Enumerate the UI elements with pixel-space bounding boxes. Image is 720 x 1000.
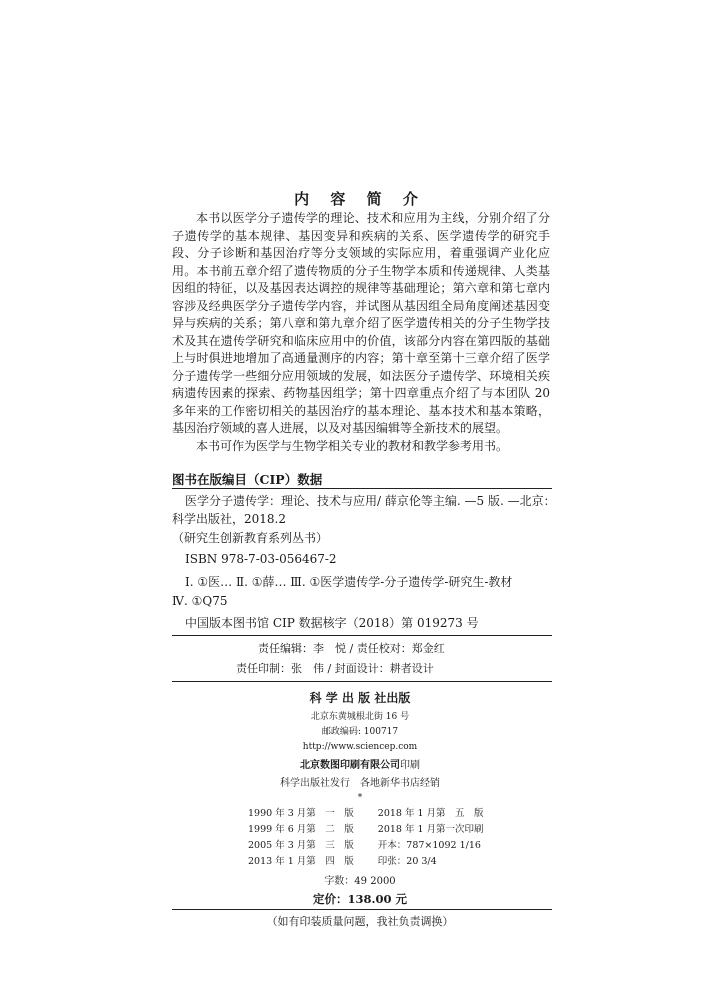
printer	[170, 758, 550, 774]
quality-notice: （如有印装质量问题，我社负责调换）	[266, 915, 454, 928]
credits-rule	[172, 681, 552, 682]
printer-suffix: 印刷	[400, 760, 420, 771]
edition-row	[248, 806, 490, 822]
edition-row	[248, 838, 490, 854]
edition-cell: 2018 年 1 月第一次印刷	[377, 824, 484, 835]
specs-rule	[172, 909, 552, 910]
cip-isbn: ISBN 978-7-03-056467-2	[185, 552, 337, 566]
credits-production: 责任印制：张 伟 / 封面设计：耕者设计	[236, 662, 434, 675]
cip-classification: Ⅳ. ①Q75	[172, 594, 228, 608]
cip-record-number: 中国版本图书馆 CIP 数据核字（2018）第 019273 号	[185, 616, 479, 630]
publisher-website: http://www.sciencep.com	[302, 742, 418, 752]
cip-top-rule	[172, 488, 552, 489]
credits-editors: 责任编辑：李 悦 / 责任校对：郑金红	[258, 642, 445, 655]
summary-heading: 内 容 简 介	[294, 190, 426, 208]
edition-cell: 2005 年 3 月第 三 版	[248, 840, 354, 851]
edition-cell: 1990 年 3 月第 一 版	[248, 808, 354, 819]
edition-row	[248, 822, 490, 838]
cip-series: （研究生创新教育系列丛书）	[172, 531, 329, 545]
publisher-postcode: 邮政编码: 100717	[321, 727, 399, 737]
edition-cell: 印张：20 3/4	[377, 856, 437, 867]
summary-text	[172, 210, 550, 455]
edition-cell: 1999 年 6 月第 二 版	[248, 824, 354, 835]
cip-heading: 图书在版编目（CIP）数据	[172, 472, 323, 487]
publisher-name-suffix: 出版	[386, 691, 411, 705]
edition-cell: 开本：787×1092 1/16	[377, 840, 481, 851]
summary-paragraph: 本书可作为医学与生物学相关专业的教材和教学参考用书。	[196, 438, 509, 453]
edition-row	[248, 854, 490, 870]
distribution: 科学出版社发行 各地新华书店经销	[280, 778, 440, 789]
cip-entry-line: 医学分子遗传学：理论、技术与应用/ 薛京伦等主编. —5 版. —北京：	[185, 494, 556, 508]
edition-cell: 2013 年 1 月第 四 版	[248, 856, 354, 867]
edition-table	[248, 806, 490, 870]
cip-classification: Ⅰ. ①医… Ⅱ. ①薛… Ⅲ. ①医学遗传学-分子遗传学-研究生-教材	[185, 575, 513, 589]
cip-bottom-rule	[172, 635, 552, 636]
publisher-name	[170, 690, 550, 706]
price: 定价：138.00 元	[312, 892, 407, 906]
edition-cell: 2018 年 1 月第 五 版	[377, 808, 484, 819]
publisher-address: 北京东黄城根北街 16 号	[310, 712, 410, 722]
word-count: 字数：49 2000	[324, 876, 396, 887]
printer-name: 北京数图印刷有限公司	[300, 760, 400, 771]
cip-entry-line: 科学出版社，2018.2	[172, 512, 286, 526]
publisher-name-text: 科 学 出 版 社	[309, 691, 387, 705]
summary-paragraph: 本书以医学分子遗传学的理论、技术和应用为主线，分别介绍了分子遗传学的基本规律、基因变异和疾病的关系、医学遗传学的研究手段、分子诊断和基因治疗等分支领域的实际应用，着重强调产业化应用。本书前五章介绍了遗传物质的分子生物学本质和传递规律、人类基因组的特征，以及基因表达调控的规律等基础理论；第六章和第七章内容涉及经典医学分子遗传学内容，并试图从基因组全局角度阐述基因变异与疾病的关系；第八章和第九章介绍了医学遗传相关的分子生物学技术及其在遗传学研究和临床应用中的价值，该部分内容在第四版的基础上与时俱进地增加了高通量测序的内容；第十章至第十三章介绍了医学分子遗传学一些细分应用领域的发展，如法医分子遗传学、环境相关疾病遗传因素的探索、药物基因组学；第十四章重点介绍了与本团队 20 多年来的工作密切相关的基因治疗的基本理论、基本技术和基本策略，基因治疗领域的喜人进展，以及对基因编辑等全新技术的展望。	[172, 211, 550, 435]
separator-star: *	[357, 793, 363, 803]
